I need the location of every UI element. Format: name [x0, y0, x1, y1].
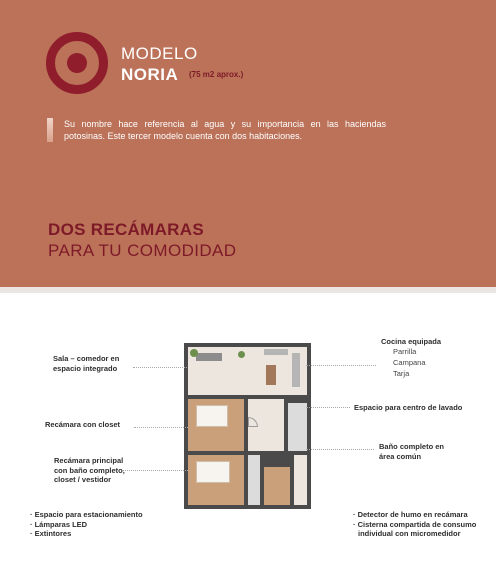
leader-line — [134, 427, 188, 428]
closet — [264, 467, 290, 505]
model-description: Su nombre hace referencia al agua y su importancia en las haciendas potosinas. Este tercer modelo cuenta con dos habitaciones. — [64, 119, 386, 141]
callout-cocina-items — [393, 346, 426, 379]
callout-sala — [53, 354, 119, 373]
callout-recamara: Recámara con closet — [45, 420, 121, 429]
leader-line — [306, 407, 350, 408]
bed — [196, 461, 230, 483]
leader-line — [306, 365, 376, 366]
callout-recamara-principal-line-3: closet / vestidor — [54, 475, 112, 484]
laundry-area — [294, 455, 307, 505]
headline-line-2: PARA TU COMODIDAD — [48, 241, 237, 260]
callout-bano-line-2: área común — [379, 451, 422, 461]
plant — [238, 351, 245, 358]
headline-line-1: DOS RECÁMARAS — [48, 220, 204, 239]
callout-cocina: Cocina equipada — [381, 337, 442, 346]
leader-line — [306, 449, 374, 450]
callout-sala-line-2: espacio integrado — [53, 363, 118, 373]
section-divider — [0, 287, 496, 293]
dining-table — [266, 365, 276, 385]
amenity-item: individual con micromedidor — [358, 529, 461, 538]
model-kicker: MODELO — [121, 44, 198, 63]
kitchen-counter — [292, 353, 300, 387]
callout-recamara-principal-line-2: con baño completo, — [54, 465, 125, 475]
amenities-right — [353, 510, 476, 539]
model-name: NORIA — [121, 65, 179, 84]
amenity-item: · Cisterna compartida de consumo — [353, 519, 477, 529]
bed — [196, 405, 228, 427]
callout-recamara-principal-line-1: Recámara principal — [54, 456, 124, 465]
callout-bano-line-1: Baño completo en — [379, 442, 445, 451]
kitchen-counter — [264, 349, 288, 355]
callout-sala-line-1: Sala – comedor en — [53, 354, 120, 363]
plant — [190, 349, 198, 357]
amenity-item: · Detector de humo en recámara — [353, 510, 468, 519]
model-area: (75 m2 aprox.) — [189, 70, 244, 79]
amenity-item: · Extintores — [30, 529, 72, 538]
bathroom — [288, 403, 307, 451]
cocina-item: Campana — [393, 358, 426, 367]
callout-lavado: Espacio para centro de lavado — [354, 403, 463, 412]
description-accent-bar — [47, 118, 53, 142]
cocina-item: Parrilla — [393, 347, 417, 356]
amenity-item: · Lámparas LED — [30, 519, 88, 529]
sofa — [196, 353, 222, 361]
floor-plan — [184, 343, 311, 509]
leader-line — [122, 470, 188, 471]
amenity-item: · Espacio para estacionamiento — [30, 510, 143, 519]
amenities-left — [30, 510, 143, 539]
callout-recamara-principal — [54, 456, 125, 485]
master-bath — [248, 455, 260, 505]
noria-ring-logo-icon — [46, 32, 108, 94]
cocina-item: Tarja — [393, 369, 410, 378]
leader-line — [133, 367, 187, 368]
callout-bano — [379, 442, 444, 461]
